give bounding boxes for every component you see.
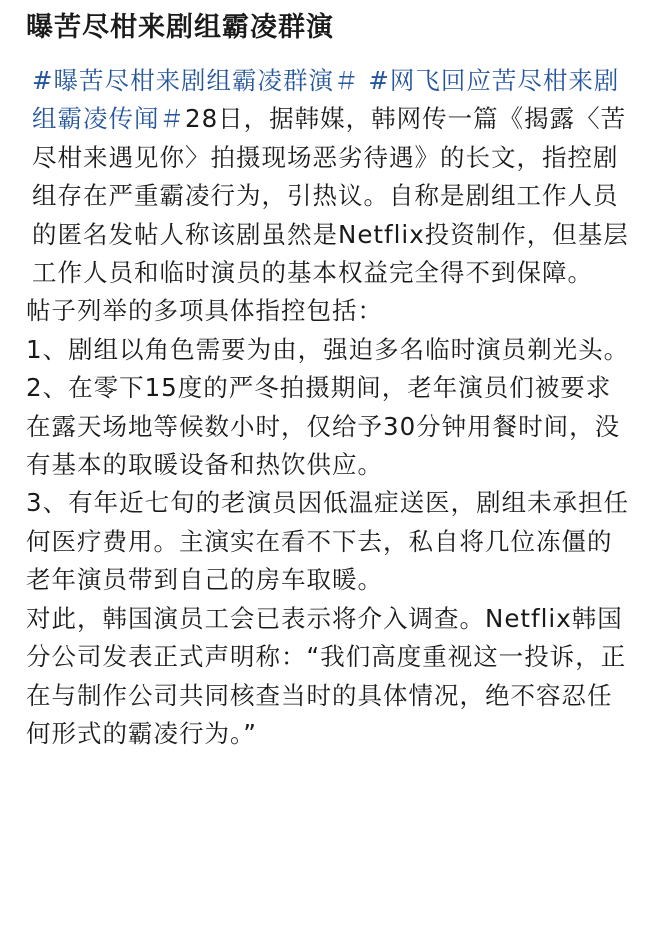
list-heading: 帖子列举的多项具体指控包括： xyxy=(26,296,383,326)
post-title: 曝苦尽柑来剧组霸凌群演 xyxy=(26,12,334,43)
post-body xyxy=(26,62,634,753)
list-item: 3、有年近七旬的老演员因低温症送医，剧组未承担任何医疗费用。主演实在看不下去，私自将几位冻僵的老年演员带到自己的房车取暖。 xyxy=(26,488,630,595)
list-item: 2、在零下15度的严冬拍摄期间，老年演员们被要求在露天场地等候数小时，仅给予30分钟用餐时间，没有基本的取暖设备和热饮供应。 xyxy=(26,373,621,480)
intro-text: 28日，据韩媒，韩网传一篇《揭露〈苦尽柑来遇见你〉拍摄现场恶劣待遇》的长文，指控剧组存在严重霸凌行为，引热议。自称是剧组工作人员的匿名发帖人称该剧虽然是Netflix投资制作，但基层工作人员和临时演员的基本权益完全得不到保障。 xyxy=(32,104,629,288)
list-item: 1、剧组以角色需要为由，强迫多名临时演员剃光头。 xyxy=(26,334,630,364)
hashtag-link[interactable]: #网飞回应苦尽柑来剧组霸凌传闻＃ xyxy=(32,66,620,134)
hashtag-link[interactable]: #曝苦尽柑来剧组霸凌群演＃ xyxy=(32,66,360,95)
closing-paragraph: 对此，韩国演员工会已表示将介入调查。Netflix韩国分公司发表正式声明称：“我们高度重视这一投诉，正在与制作公司共同核查当时的具体情况，绝不容忍任何形式的霸凌行为。” xyxy=(26,603,627,748)
intro-paragraph xyxy=(26,62,634,292)
